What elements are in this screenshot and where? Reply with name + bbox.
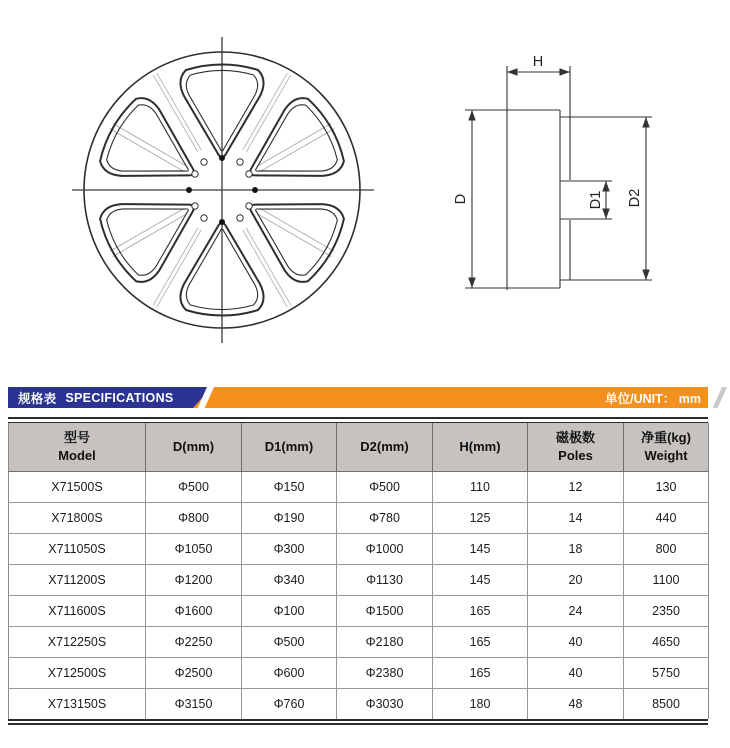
table-cell: 165 [433, 657, 528, 688]
spec-table-block [8, 417, 708, 725]
table-cell: 800 [624, 533, 709, 564]
dim-label-d: D [453, 193, 469, 205]
table-cell: 18 [528, 533, 624, 564]
table-row [9, 626, 709, 657]
column-header-0: 型号 Model [9, 423, 146, 472]
table-row [9, 688, 709, 719]
table-cell: Φ190 [242, 502, 337, 533]
table-cell: 145 [433, 564, 528, 595]
unit-label: 单位/UNIT： mm [605, 391, 701, 406]
table-cell: 165 [433, 595, 528, 626]
column-header-3: D2(mm) [337, 423, 433, 472]
table-cell: 130 [624, 471, 709, 502]
table-cell: 4650 [624, 626, 709, 657]
section-title [18, 387, 174, 408]
table-cell: Φ500 [242, 626, 337, 657]
table-cell: 1100 [624, 564, 709, 595]
column-header-4: H(mm) [433, 423, 528, 472]
table-cell: X711200S [9, 564, 146, 595]
dim-label-d1: D1 [588, 190, 604, 210]
table-cell: Φ100 [242, 595, 337, 626]
table-cell: X71800S [9, 502, 146, 533]
table-cell: X712500S [9, 657, 146, 688]
section-title-zh: 规格表 [18, 391, 57, 406]
table-cell: 2350 [624, 595, 709, 626]
front-view-drawing [72, 37, 374, 343]
table-cell: 440 [624, 502, 709, 533]
table-cell: Φ600 [242, 657, 337, 688]
table-row [9, 533, 709, 564]
side-view-drawing [465, 66, 652, 290]
table-cell: Φ1000 [337, 533, 433, 564]
table-cell: Φ500 [337, 471, 433, 502]
table-cell: Φ3030 [337, 688, 433, 719]
table-cell: Φ500 [146, 471, 242, 502]
table-cell: X711600S [9, 595, 146, 626]
table-cell: Φ1500 [337, 595, 433, 626]
table-cell: Φ760 [242, 688, 337, 719]
table-cell: Φ3150 [146, 688, 242, 719]
table-cell: Φ1050 [146, 533, 242, 564]
section-title-en: SPECIFICATIONS [65, 390, 174, 405]
table-row [9, 564, 709, 595]
table-cell: X71500S [9, 471, 146, 502]
section-header-bar [8, 387, 708, 408]
table-cell: X711050S [9, 533, 146, 564]
table-cell: Φ150 [242, 471, 337, 502]
table-cell: 180 [433, 688, 528, 719]
table-cell: 110 [433, 471, 528, 502]
table-cell: 12 [528, 471, 624, 502]
table-cell: 24 [528, 595, 624, 626]
decorative-gray-slash [713, 387, 727, 408]
table-cell: X713150S [9, 688, 146, 719]
table-cell: 8500 [624, 688, 709, 719]
table-cell: 40 [528, 657, 624, 688]
dim-label-h: H [532, 54, 544, 70]
table-cell: Φ2250 [146, 626, 242, 657]
table-cell: Φ2500 [146, 657, 242, 688]
table-header-row [9, 423, 709, 472]
table-cell: 40 [528, 626, 624, 657]
table-cell: Φ1200 [146, 564, 242, 595]
table-cell: 165 [433, 626, 528, 657]
table-cell: Φ300 [242, 533, 337, 564]
column-header-6: 净重(kg) Weight [624, 423, 709, 472]
table-bottom-rule [8, 719, 708, 725]
table-cell: 48 [528, 688, 624, 719]
table-row [9, 471, 709, 502]
table-cell: 125 [433, 502, 528, 533]
table-row [9, 595, 709, 626]
table-cell: 145 [433, 533, 528, 564]
column-header-1: D(mm) [146, 423, 242, 472]
table-cell: 5750 [624, 657, 709, 688]
table-cell: X712250S [9, 626, 146, 657]
table-cell: Φ2180 [337, 626, 433, 657]
table-row [9, 502, 709, 533]
table-cell: Φ1130 [337, 564, 433, 595]
column-header-5: 磁极数 Poles [528, 423, 624, 472]
table-cell: Φ780 [337, 502, 433, 533]
table-cell: Φ2380 [337, 657, 433, 688]
column-header-2: D1(mm) [242, 423, 337, 472]
table-row [9, 657, 709, 688]
table-cell: 20 [528, 564, 624, 595]
table-cell: Φ1600 [146, 595, 242, 626]
table-cell: Φ340 [242, 564, 337, 595]
table-cell: 14 [528, 502, 624, 533]
table-cell: Φ800 [146, 502, 242, 533]
dim-label-d2: D2 [627, 188, 643, 208]
spec-table [8, 423, 709, 719]
